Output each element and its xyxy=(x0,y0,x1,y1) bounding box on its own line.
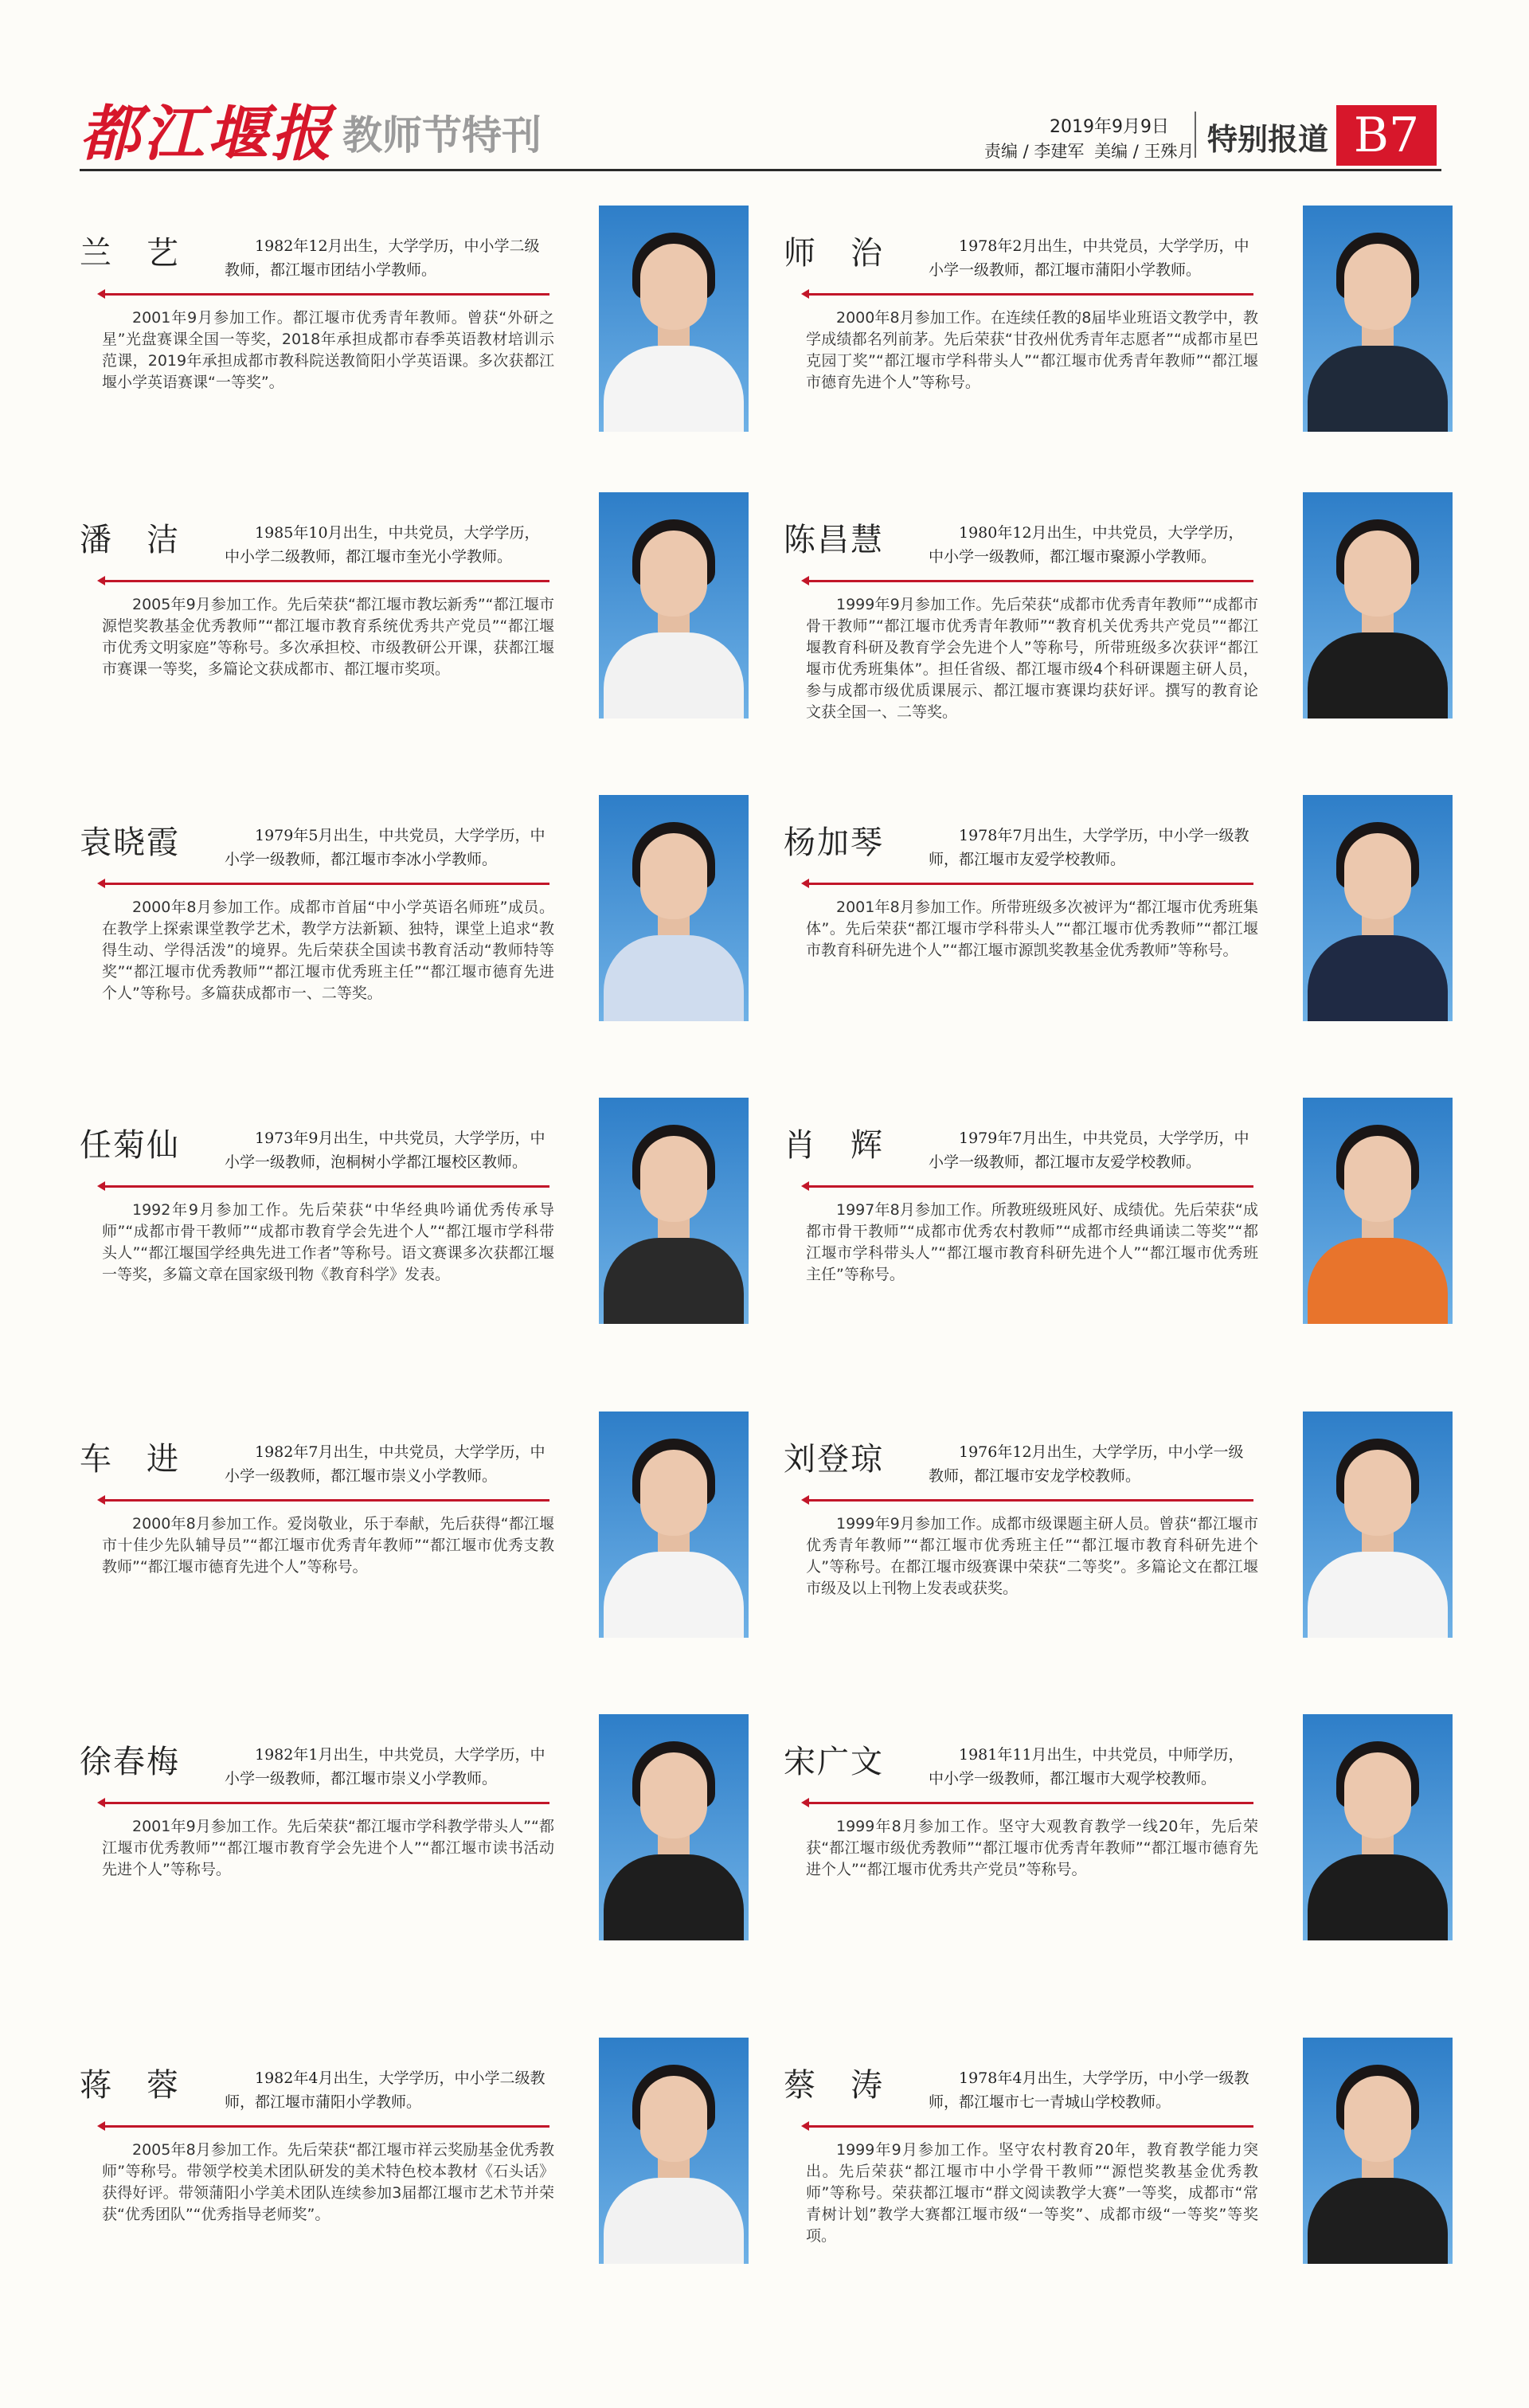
teacher-card xyxy=(784,2038,1453,2308)
teacher-description: 2005年8月参加工作。先后荣获“都江堰市祥云奖励基金优秀教师”等称号。带领学校美术团队研发的美术特色校本教材《石头话》获得好评。带领蒲阳小学美术团队连续参加3届都江堰市艺术节并荣获“优秀团队”“优秀指导老师奖”。 xyxy=(102,2141,554,2223)
teacher-card xyxy=(80,2038,749,2308)
photo-face xyxy=(640,833,707,919)
accent-rule xyxy=(806,1802,1253,1804)
teacher-photo xyxy=(599,1412,749,1638)
photo-shirt xyxy=(1308,1854,1448,1940)
teacher-name: 宋广文 xyxy=(784,1744,884,1780)
masthead xyxy=(80,94,1441,174)
page-number-badge: B7 xyxy=(1336,105,1437,166)
photo-shirt xyxy=(604,346,744,432)
photo-face xyxy=(640,244,707,330)
teacher-card xyxy=(784,1098,1453,1368)
teacher-card xyxy=(80,1098,749,1368)
teacher-name: 肖 辉 xyxy=(784,1127,884,1164)
teacher-card xyxy=(784,795,1453,1066)
teacher-card xyxy=(784,1412,1453,1682)
teacher-description: 2001年9月参加工作。先后荣获“都江堰市学科教学带头人”“都江堰市优秀教师”“都江堰市教育学会先进个人”“都江堰市读书活动先进个人”等称号。 xyxy=(102,1818,554,1878)
accent-rule xyxy=(806,883,1253,885)
teacher-bio: 1973年9月出生，中共党员，大学学历，中小学一级教师，泡桐树小学都江堰校区教师。 xyxy=(225,1130,546,1171)
teacher-photo xyxy=(599,1098,749,1324)
header-rule xyxy=(80,169,1441,171)
teacher-photo xyxy=(1303,1714,1453,1940)
teacher-photo xyxy=(1303,1098,1453,1324)
accent-rule xyxy=(806,580,1253,582)
issue-date: 2019年9月9日 xyxy=(1050,117,1169,137)
photo-face xyxy=(640,1752,707,1838)
teacher-card xyxy=(784,206,1453,476)
teacher-bio: 1978年4月出生，大学学历，中小学一级教师，都江堰市七一青城山学校教师。 xyxy=(929,2069,1249,2111)
accent-rule xyxy=(806,1185,1253,1188)
teacher-bio: 1979年7月出生，中共党员，大学学历，中小学一级教师，都江堰市友爱学校教师。 xyxy=(929,1130,1249,1171)
teacher-description: 1999年8月参加工作。坚守大观教育教学一线20年，先后荣获“都江堰市级优秀教师”“都江堰市优秀青年教师”“都江堰市德育先进个人”“都江堰市优秀共产党员”等称号。 xyxy=(806,1818,1258,1878)
teacher-description: 2000年8月参加工作。在连续任教的8届毕业班语文教学中，教学成绩都名列前茅。先后荣获“甘孜州优秀青年志愿者”“成都市星巴克园丁奖”“都江堰市学科带头人”“都江堰市优秀青年教师”“都江堰市德育先进个人”等称号。 xyxy=(806,309,1258,391)
teacher-photo xyxy=(1303,1412,1453,1638)
photo-shirt xyxy=(1308,632,1448,718)
designer-label: 美编 / 王殊月 xyxy=(1094,142,1195,161)
teacher-card xyxy=(784,492,1453,763)
photo-shirt xyxy=(1308,1238,1448,1324)
photo-shirt xyxy=(1308,1552,1448,1638)
photo-face xyxy=(1344,244,1411,330)
teacher-photo xyxy=(1303,2038,1453,2264)
editor-label: 责编 / 李建军 xyxy=(984,142,1085,161)
teacher-bio: 1978年2月出生，中共党员，大学学历，中小学一级教师，都江堰市蒲阳小学教师。 xyxy=(929,237,1249,279)
teacher-photo xyxy=(599,2038,749,2264)
teacher-bio: 1979年5月出生，中共党员，大学学历，中小学一级教师，都江堰市李冰小学教师。 xyxy=(225,827,546,868)
accent-rule xyxy=(102,1802,549,1804)
teacher-description: 2000年8月参加工作。成都市首届“中小学英语名师班”成员。在教学上探索课堂教学艺术，教学方法新颖、独特，课堂上追求“教得生动、学得活泼”的境界。先后荣获全国读书教育活动“教师特等奖”“都江堰市优秀教师”“都江堰市优秀班主任”“都江堰市德育先进个人”等称号。多篇获成都市一、二等奖。 xyxy=(102,899,554,1002)
teacher-name: 蔡 涛 xyxy=(784,2067,884,2104)
photo-shirt xyxy=(604,2178,744,2264)
teacher-bio: 1982年12月出生，大学学历，中小学二级教师，都江堰市团结小学教师。 xyxy=(225,237,540,279)
photo-shirt xyxy=(604,1552,744,1638)
special-issue-title: 教师节特刊 xyxy=(342,112,542,159)
teacher-name: 兰 艺 xyxy=(80,235,180,272)
photo-face xyxy=(1344,1450,1411,1536)
teacher-photo xyxy=(1303,795,1453,1021)
teacher-bio: 1985年10月出生，中共党员，大学学历，中小学二级教师，都江堰市奎光小学教师。 xyxy=(225,524,540,566)
photo-shirt xyxy=(604,632,744,718)
teacher-name: 车 进 xyxy=(80,1441,180,1478)
teacher-description: 1992年9月参加工作。先后荣获“中华经典吟诵优秀传承导师”“成都市骨干教师”“成都市教育学会先进个人”“都江堰市学科带头人”“都江堰国学经典先进工作者”等称号。语文赛课多次获都江堰一等奖，多篇文章在国家级刊物《教育科学》发表。 xyxy=(102,1201,554,1283)
teacher-name: 陈昌慧 xyxy=(784,522,884,558)
teacher-card xyxy=(80,795,749,1066)
photo-shirt xyxy=(604,935,744,1021)
newspaper-logo: 都江堰报 xyxy=(80,98,334,169)
teacher-bio: 1978年7月出生，大学学历，中小学一级教师，都江堰市友爱学校教师。 xyxy=(929,827,1249,868)
photo-face xyxy=(640,1450,707,1536)
teacher-name: 杨加琴 xyxy=(784,824,884,861)
accent-rule xyxy=(806,293,1253,296)
teacher-photo xyxy=(599,1714,749,1940)
photo-face xyxy=(1344,531,1411,617)
accent-rule xyxy=(102,1499,549,1502)
accent-rule xyxy=(102,580,549,582)
photo-face xyxy=(1344,1136,1411,1222)
photo-shirt xyxy=(1308,346,1448,432)
teacher-description: 1999年9月参加工作。成都市级课题主研人员。曾获“都江堰市优秀青年教师”“都江堰市优秀班主任”“都江堰市教育科研先进个人”等称号。在都江堰市级赛课中荣获“二等奖”。多篇论文在都江堰市级及以上刊物上发表或获奖。 xyxy=(806,1515,1258,1597)
photo-shirt xyxy=(1308,935,1448,1021)
teacher-description: 1997年8月参加工作。所教班级班风好、成绩优。先后荣获“成都市骨干教师”“成都市优秀农村教师”“成都市经典诵读二等奖”“都江堰市学科带头人”“都江堰市教育科研先进个人”“都江堰市优秀班主任”等称号。 xyxy=(806,1201,1258,1283)
editor-credits xyxy=(980,139,1195,162)
photo-shirt xyxy=(1308,2178,1448,2264)
teacher-card xyxy=(80,1412,749,1682)
photo-shirt xyxy=(604,1854,744,1940)
teacher-photo xyxy=(599,206,749,432)
accent-rule xyxy=(102,1185,549,1188)
teacher-card xyxy=(80,492,749,763)
photo-face xyxy=(1344,2076,1411,2162)
photo-face xyxy=(640,531,707,617)
section-name: 特别报道 xyxy=(1207,122,1329,157)
teacher-name: 刘登琼 xyxy=(784,1441,884,1478)
photo-face xyxy=(640,2076,707,2162)
teacher-description: 2000年8月参加工作。爱岗敬业，乐于奉献，先后获得“都江堰市十佳少先队辅导员”“都江堰市优秀青年教师”“都江堰市优秀支教教师”“都江堰市德育先进个人”等称号。 xyxy=(102,1515,554,1576)
teacher-bio: 1982年7月出生，中共党员，大学学历，中小学一级教师，都江堰市崇义小学教师。 xyxy=(225,1443,546,1485)
teacher-description: 2001年8月参加工作。所带班级多次被评为“都江堰市优秀班集体”。先后荣获“都江堰市学科带头人”“都江堰市优秀教师”“都江堰市教育科研先进个人”“都江堰市源凯奖教基金优秀教师”等称号。 xyxy=(806,899,1258,959)
teacher-bio: 1976年12月出生，大学学历，中小学一级教师，都江堰市安龙学校教师。 xyxy=(929,1443,1244,1485)
photo-face xyxy=(640,1136,707,1222)
teacher-description: 1999年9月参加工作。先后荣获“成都市优秀青年教师”“成都市骨干教师”“都江堰市优秀青年教师”“教育机关优秀共产党员”“都江堰教育科研及教育学会先进个人”等称号，所带班级多次获评“都江堰市优秀班集体”。担任省级、都江堰市级4个科研课题主研人员，参与成都市级优质课展示、都江堰市赛课均获好评。撰写的教育论文获全国一、二等奖。 xyxy=(806,596,1258,721)
teacher-description: 1999年9月参加工作。坚守农村教育20年，教育教学能力突出。先后荣获“都江堰市中小学骨干教师”“源恺奖教基金优秀教师”等称号。荣获都江堰市“群文阅读教学大赛”一等奖，成都市“常青树计划”教学大赛都江堰市级“一等奖”、成都市级“一等奖”等奖项。 xyxy=(806,2141,1258,2245)
teacher-name: 袁晓霞 xyxy=(80,824,180,861)
teacher-name: 蒋 蓉 xyxy=(80,2067,180,2104)
photo-face xyxy=(1344,833,1411,919)
teacher-name: 任菊仙 xyxy=(80,1127,180,1164)
teacher-name: 师 治 xyxy=(784,235,884,272)
accent-rule xyxy=(102,2125,549,2128)
teacher-bio: 1982年4月出生，大学学历，中小学二级教师，都江堰市蒲阳小学教师。 xyxy=(225,2069,546,2111)
photo-shirt xyxy=(604,1238,744,1324)
teacher-card xyxy=(784,1714,1453,1985)
teacher-description: 2005年9月参加工作。先后荣获“都江堰市教坛新秀”“都江堰市源恺奖教基金优秀教师”“都江堰市教育系统优秀共产党员”“都江堰市优秀文明家庭”等称号。多次承担校、市级教研公开课，获都江堰市赛课一等奖，多篇论文获成都市、都江堰市奖项。 xyxy=(102,596,554,678)
teacher-name: 徐春梅 xyxy=(80,1744,180,1780)
teacher-bio: 1980年12月出生，中共党员，大学学历，中小学一级教师，都江堰市聚源小学教师。 xyxy=(929,524,1244,566)
accent-rule xyxy=(806,2125,1253,2128)
header-divider xyxy=(1195,112,1196,158)
accent-rule xyxy=(102,883,549,885)
accent-rule xyxy=(806,1499,1253,1502)
teacher-card xyxy=(80,1714,749,1985)
teacher-name: 潘 洁 xyxy=(80,522,180,558)
teacher-bio: 1982年1月出生，中共党员，大学学历，中小学一级教师，都江堰市崇义小学教师。 xyxy=(225,1746,546,1787)
teacher-bio: 1981年11月出生，中共党员，中师学历，中小学一级教师，都江堰市大观学校教师。 xyxy=(929,1746,1244,1787)
teacher-photo xyxy=(1303,492,1453,718)
accent-rule xyxy=(102,293,549,296)
teacher-photo xyxy=(1303,206,1453,432)
teacher-photo xyxy=(599,492,749,718)
photo-face xyxy=(1344,1752,1411,1838)
teacher-photo xyxy=(599,795,749,1021)
teacher-card xyxy=(80,206,749,476)
teacher-description: 2001年9月参加工作。都江堰市优秀青年教师。曾获“外研之星”光盘赛课全国一等奖，2018年承担成都市春季英语教材培训示范课，2019年承担成都市教科院送教简阳小学英语课。多次获都江堰小学英语赛课“一等奖”。 xyxy=(102,309,554,391)
